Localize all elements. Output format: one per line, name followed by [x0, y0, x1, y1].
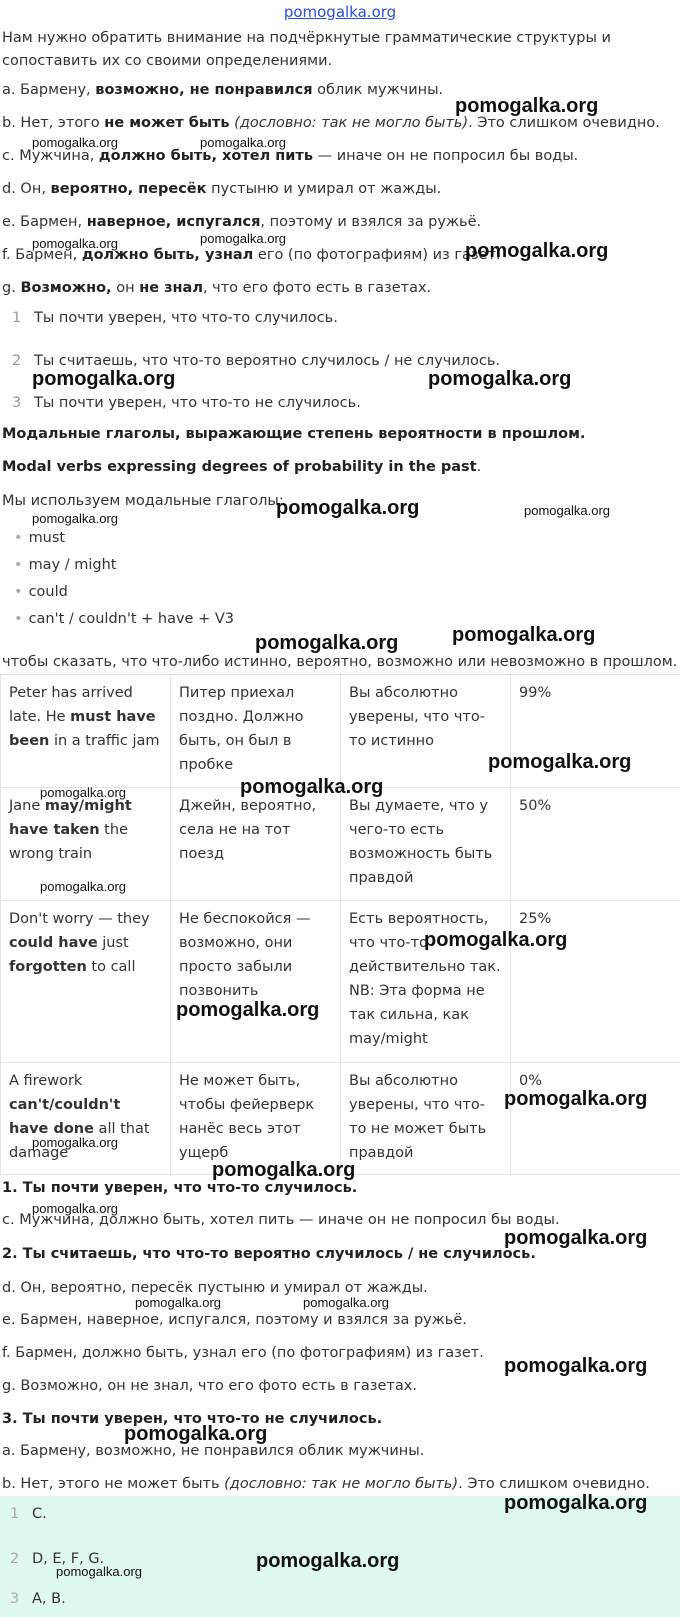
table-cell-en: Peter has arrived late. He must have been in a traffic jam: [1, 675, 171, 788]
item-e: e. Бармен, наверное, испугался, поэтому и взялся за ружьё.: [2, 214, 482, 230]
bullet-icon: •: [14, 584, 23, 600]
watermark: pomogalka.org: [32, 368, 176, 390]
modal-item: • may / might: [14, 557, 117, 573]
table-cell-percent: 50%: [511, 788, 680, 901]
table-cell-meaning: Вы думаете, что у чего-то есть возможность быть правдой: [341, 788, 511, 901]
table-row: [1, 1063, 680, 1175]
group-2-line: g. Возможно, он не знал, что его фото есть в газетах.: [2, 1378, 417, 1394]
modal-item: • must: [14, 530, 66, 546]
watermark: pomogalka.org: [32, 511, 118, 526]
group-2-line: e. Бармен, наверное, испугался, поэтому и взялся за ружьё.: [2, 1312, 467, 1328]
group-1-title: 1. Ты почти уверен, что что-то случилось.: [2, 1180, 358, 1196]
table-cell-meaning: Вы абсолютно уверены, что что-то истинно: [341, 675, 511, 788]
bullet-icon: •: [14, 557, 23, 573]
bullet-icon: •: [14, 530, 23, 546]
watermark: pomogalka.org: [452, 624, 596, 646]
answer-row: 1 C.: [10, 1506, 47, 1522]
item-c: c. Мужчина, должно быть, хотел пить — иначе он не попросил бы воды.: [2, 148, 579, 164]
watermark: pomogalka.org: [504, 1227, 648, 1249]
watermark: pomogalka.org: [40, 879, 126, 894]
definition-3: 3 Ты почти уверен, что что-то не случилось.: [12, 395, 361, 411]
intro-line-1: Нам нужно обратить внимание на подчёркнутые грамматические структуры и: [2, 30, 611, 46]
watermark: pomogalka.org: [32, 135, 118, 150]
group-3-line: b. Нет, этого не может быть (дословно: так не могло быть). Это слишком очевидно.: [2, 1476, 650, 1492]
item-g: g. Возможно, он не знал, что его фото есть в газетах.: [2, 280, 432, 296]
table-cell-ru: Джейн, вероятно, села не на тот поезд: [171, 788, 341, 901]
table-cell-en: Don't worry — they could have just forgotten to call: [1, 901, 171, 1063]
watermark: pomogalka.org: [200, 231, 286, 246]
watermark: pomogalka.org: [176, 999, 320, 1021]
table-cell-ru: Не беспокойся — возможно, они просто забыли позвонить: [171, 901, 341, 1063]
watermark: pomogalka.org: [524, 503, 610, 518]
group-2-line: f. Бармен, должно быть, узнал его (по фотографиям) из газет.: [2, 1345, 484, 1361]
group-3-title: 3. Ты почти уверен, что что-то не случилось.: [2, 1411, 383, 1427]
use-text: Мы используем модальные глаголы:: [2, 493, 284, 509]
intro-line-2: сопоставить их со своими определениями.: [2, 53, 333, 69]
item-a: a. Бармену, возможно, не понравился облик мужчины.: [2, 82, 444, 98]
watermark: pomogalka.org: [135, 1295, 221, 1310]
item-d: d. Он, вероятно, пересёк пустыню и умирал от жажды.: [2, 181, 442, 197]
table-cell-percent: 25%: [511, 901, 680, 1063]
site-link[interactable]: pomogalka.org: [283, 3, 397, 21]
watermark: pomogalka.org: [504, 1355, 648, 1377]
modal-item: • can't / couldn't + have + V3: [14, 611, 234, 627]
group-2-title: 2. Ты считаешь, что что-то вероятно случилось / не случилось.: [2, 1246, 536, 1262]
table-cell-meaning: Есть вероятность, что что-то действительно так. NB: Эта форма не так сильна, как may/might: [341, 901, 511, 1063]
table-cell-meaning: Вы абсолютно уверены, что что-то не может быть правдой: [341, 1063, 511, 1175]
watermark: pomogalka.org: [424, 929, 568, 951]
watermark: pomogalka.org: [212, 1159, 356, 1181]
watermark: pomogalka.org: [200, 135, 286, 150]
watermark: pomogalka.org: [40, 785, 126, 800]
table-cell-en: Jane may/might have taken the wrong train: [1, 788, 171, 901]
watermark: pomogalka.org: [240, 776, 384, 798]
watermark: pomogalka.org: [488, 751, 632, 773]
watermark: pomogalka.org: [428, 368, 572, 390]
watermark: pomogalka.org: [256, 1550, 400, 1572]
item-f: f. Бармен, должно быть, узнал его (по фотографиям) из газет.: [2, 247, 501, 263]
definition-1: 1 Ты почти уверен, что что-то случилось.: [12, 310, 338, 326]
watermark: pomogalka.org: [504, 1492, 648, 1514]
modal-item: • could: [14, 584, 68, 600]
item-b: b. Нет, этого не может быть (дословно: так не могло быть). Это слишком очевидно.: [2, 115, 660, 131]
heading-ru: Модальные глаголы, выражающие степень вероятности в прошлом.: [2, 426, 586, 442]
watermark: pomogalka.org: [255, 632, 399, 654]
watermark: pomogalka.org: [276, 497, 420, 519]
table-cell-en: A firework can't/couldn't have done all that damage: [1, 1063, 171, 1175]
watermark: pomogalka.org: [56, 1564, 142, 1579]
heading-en: Modal verbs expressing degrees of probability in the past.: [2, 459, 482, 475]
table-cell-ru: Питер приехал поздно. Должно быть, он был в пробке: [171, 675, 341, 788]
definition-2: 2 Ты считаешь, что что-то вероятно случилось / не случилось.: [12, 353, 501, 369]
watermark: pomogalka.org: [504, 1088, 648, 1110]
watermark: pomogalka.org: [124, 1423, 268, 1445]
table-cell-ru: Не может быть, чтобы фейерверк нанёс весь этот ущерб: [171, 1063, 341, 1175]
answer-row: 3 A, B.: [10, 1591, 66, 1607]
bullet-icon: •: [14, 611, 23, 627]
watermark: pomogalka.org: [32, 1135, 118, 1150]
table-row: [1, 901, 680, 1063]
purpose-text: чтобы сказать, что что-либо истинно, вероятно, возможно или невозможно в прошлом.: [2, 654, 678, 670]
group-3-line: a. Бармену, возможно, не понравился облик мужчины.: [2, 1443, 425, 1459]
watermark: pomogalka.org: [455, 95, 599, 117]
group-2-line: d. Он, вероятно, пересёк пустыню и умирал от жажды.: [2, 1280, 428, 1296]
watermark: pomogalka.org: [465, 240, 609, 262]
answer-row: 2 D, E, F, G.: [10, 1551, 105, 1567]
watermark: pomogalka.org: [32, 1201, 118, 1216]
watermark: pomogalka.org: [303, 1295, 389, 1310]
watermark: pomogalka.org: [32, 236, 118, 251]
table-cell-percent: 99%: [511, 675, 680, 788]
group-1-line: c. Мужчина, должно быть, хотел пить — иначе он не попросил бы воды.: [2, 1212, 560, 1228]
table-cell-percent: 0%: [511, 1063, 680, 1175]
